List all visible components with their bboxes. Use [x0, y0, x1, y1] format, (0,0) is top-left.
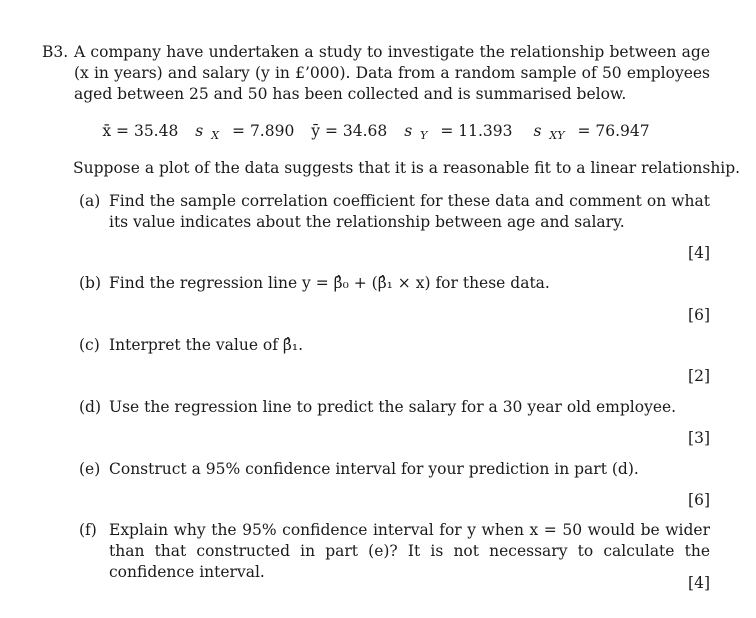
question-intro-text: A company have undertaken a study to investigate the relationship between age (x in years) and salary (y in £’000). Data from a random sample of 50 employees aged between 25 and 50 has been collected and is summarised below.	[74, 43, 710, 103]
marks-d: [3]	[688, 429, 710, 447]
stat-sy: = 11.393	[440, 122, 513, 140]
marks-e: [6]	[688, 491, 710, 509]
part-text: Interpret the value of β̂₁.	[109, 336, 304, 354]
part-label: (e)	[79, 460, 101, 478]
part-text: Explain why the 95% confidence interval for y when x = 50 would be wider than that constructed in part (e)? It is not necessary to calculate the confidence interval.	[109, 521, 710, 581]
marks-a: [4]	[688, 244, 710, 262]
part-text: Find the regression line y = β̂₀ + (β̂₁ × x) for these data.	[109, 274, 550, 292]
stat-ybar: ȳ = 34.68	[311, 122, 388, 140]
summary-statistics	[0, 121, 756, 146]
stat-sy-group: s $_Y$ = 11.393	[404, 122, 513, 142]
stat-xbar: x̄ = 35.48	[102, 122, 179, 140]
part-text: Use the regression line to predict the salary for a 30 year old employee.	[109, 398, 677, 416]
marks-c: [2]	[688, 367, 710, 385]
marks-b: [6]	[688, 306, 710, 324]
part-label: (a)	[79, 192, 101, 210]
part-label: (c)	[79, 336, 100, 354]
stat-sxy: = 76.947	[577, 122, 650, 140]
part-label: (d)	[79, 398, 102, 416]
part-text: Find the sample correlation coefficient for these data and comment on what its value indicates about the relationship between age and salary.	[109, 192, 710, 231]
stat-sx-group: s $_X$ = 7.890	[195, 122, 295, 142]
marks-f: [4]	[688, 574, 710, 592]
part-label: (f)	[79, 521, 97, 539]
stat-sx: = 7.890	[232, 122, 295, 140]
suppose-text: Suppose a plot of the data suggests that it is a reasonable fit to a linear relationship.	[73, 159, 741, 177]
question-number: B3.	[42, 43, 69, 61]
part-text: Construct a 95% confidence interval for your prediction in part (d).	[109, 460, 639, 478]
part-label: (b)	[79, 274, 102, 292]
stat-sxy-group: s $_{XY}$ = 76.947	[533, 122, 650, 142]
